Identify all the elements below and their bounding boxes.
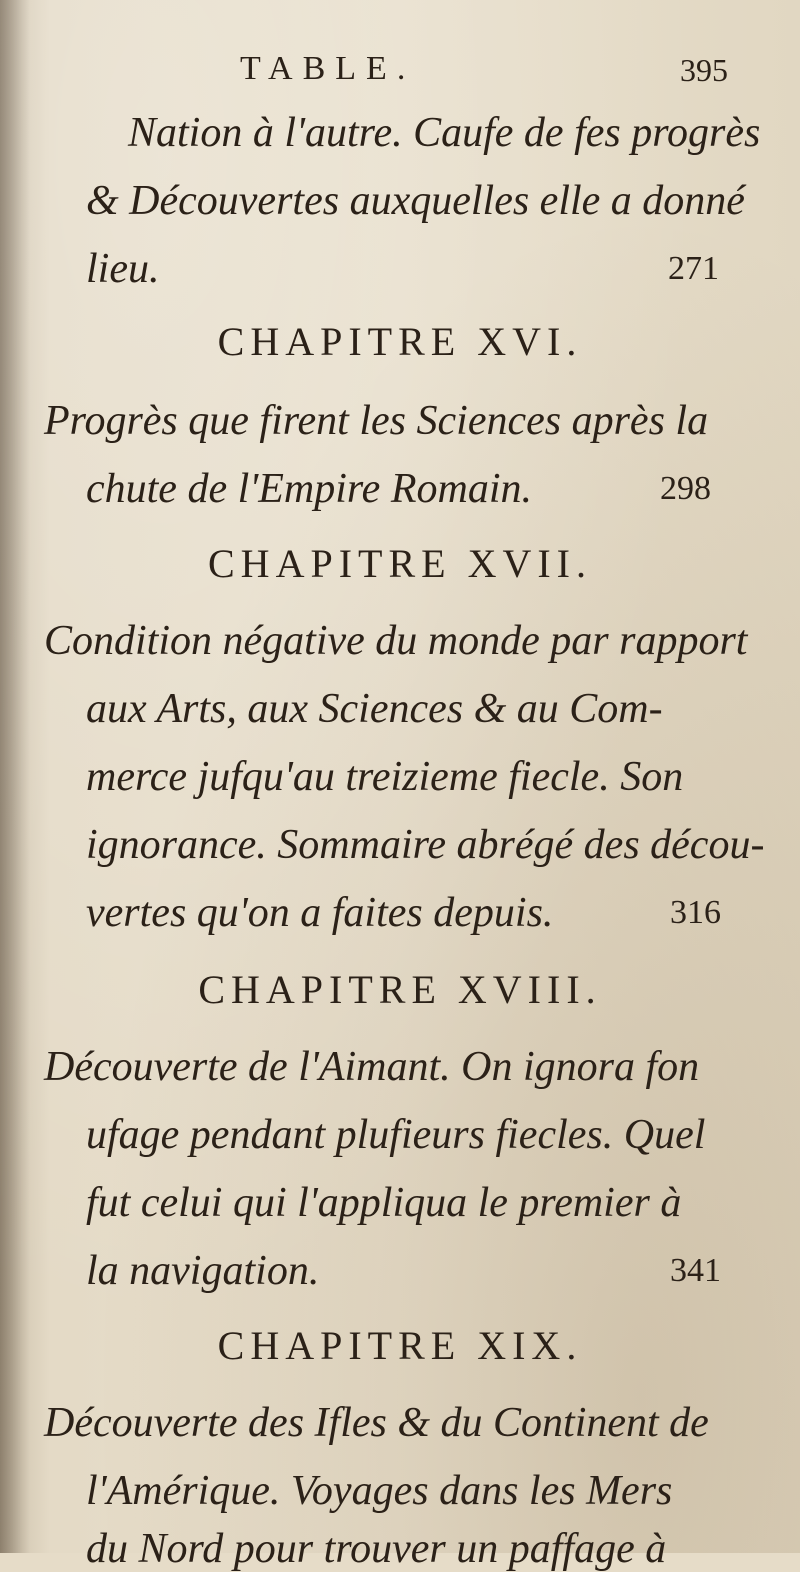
page-header: [0, 50, 800, 100]
entry-page-number: 316: [670, 894, 721, 931]
entry-page-number: 341: [670, 1252, 721, 1289]
page-number: 395: [680, 52, 728, 88]
chapter-heading: CHAPITRE XIX.: [217, 1323, 583, 1368]
book-page: TABLE. 395 Nation à l'autre. Caufe de fes progrès & Découvertes auxquelles elle a donné lieu. 271 CHAPITRE XVI. Progrès que firent les Sciences après la chute de l'Empire Romain. 298 CHAPITRE XVII. Condition négative du monde par rapport aux Arts, aux Sciences & au Com- merce jufqu'au treizieme fiecle. Son ignorance. Sommaire abrégé des décou- vertes qu'on a faites depuis. 316 CHAPITRE XVIII. Découverte de l'Aimant. On ignora fon ufage pendant plufieurs fiecles. Quel fut celui qui l'appliqua le premier à la navigation. 341 CHAPITRE XIX. Découverte des Ifles & du Continent de l'Amérique. Voyages dans les Mers du Nord pour trouver un paffage à: [0, 0, 800, 1553]
running-title: TABLE.: [240, 50, 416, 87]
chapter-heading: CHAPITRE XVII.: [208, 541, 592, 586]
chapter-heading: CHAPITRE XVIII.: [198, 967, 602, 1012]
page-gutter-shadow: [0, 0, 30, 1553]
chapter-heading: CHAPITRE XVI.: [217, 319, 583, 364]
entry-page-number: 298: [660, 470, 711, 507]
entry-page-number: 271: [668, 250, 719, 287]
